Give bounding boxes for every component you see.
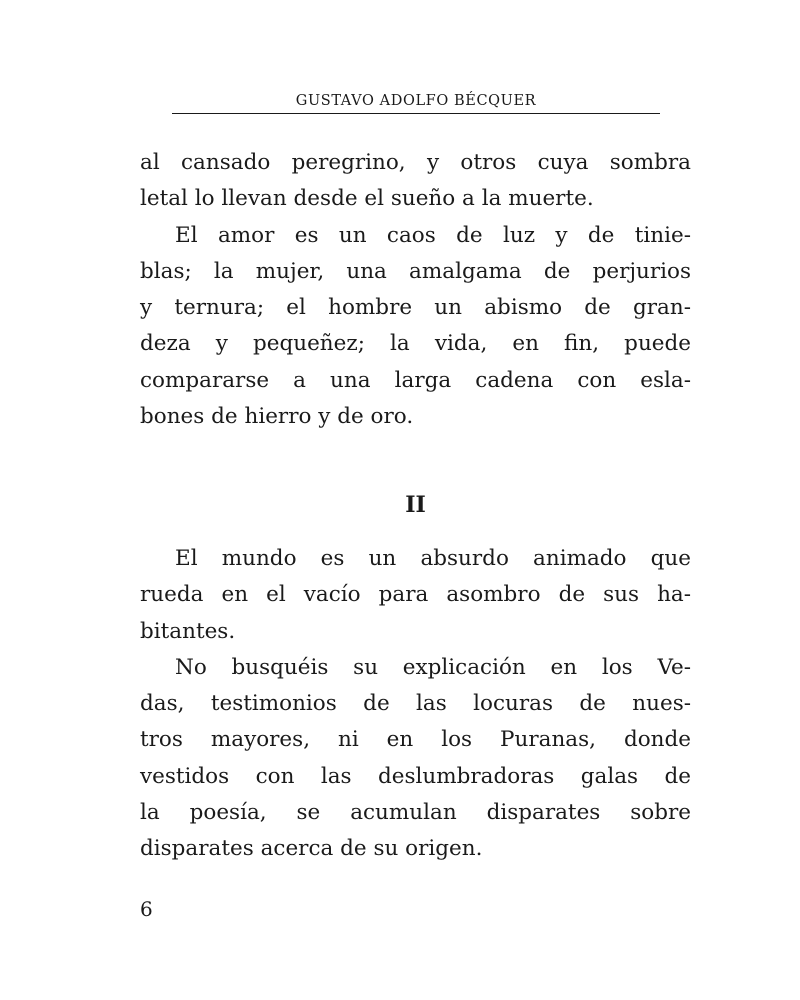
- paragraph: [140, 650, 691, 868]
- text-line: vestidos con las deslumbradoras galas de: [140, 763, 691, 789]
- text-line: letal lo llevan desde el sueño a la muerte.: [140, 186, 594, 212]
- page-number: 6: [140, 897, 153, 921]
- text-line: bitantes.: [140, 618, 236, 644]
- running-title: GUSTAVO ADOLFO BÉCQUER: [295, 93, 537, 109]
- running-header: [172, 92, 660, 114]
- section-heading: II: [405, 492, 426, 518]
- text-line: blas; la mujer, una amalgama de perjurios: [140, 258, 691, 284]
- text-line: y ternura; el hombre un abismo de gran-: [140, 295, 691, 321]
- text-line: la poesía, se acumulan disparates sobre: [140, 800, 691, 826]
- text-line: tros mayores, ni en los Puranas, donde: [140, 727, 691, 753]
- text-line: al cansado peregrino, y otros cuya sombra: [140, 150, 691, 175]
- text-line: bones de hierro y de oro.: [140, 404, 414, 430]
- paragraph: [140, 218, 691, 436]
- text-line: compararse a una larga cadena con esla-: [140, 367, 691, 393]
- section-two-text: [140, 541, 691, 868]
- text-line: das, testimonios de las locuras de nues-: [140, 691, 691, 717]
- text-line: El amor es un caos de luz y de tinie-: [175, 222, 691, 248]
- text-line: deza y pequeñez; la vida, en fin, puede: [140, 331, 691, 357]
- paragraph: [140, 145, 691, 218]
- text-line: rueda en el vacío para asombro de sus ha-: [140, 582, 691, 608]
- text-line: No busquéis su explicación en los Ve-: [175, 654, 691, 680]
- text-line: El mundo es un absurdo animado que: [175, 546, 691, 571]
- section-one-text: [140, 145, 691, 435]
- text-line: disparates acerca de su origen.: [140, 836, 483, 862]
- paragraph: [140, 541, 691, 650]
